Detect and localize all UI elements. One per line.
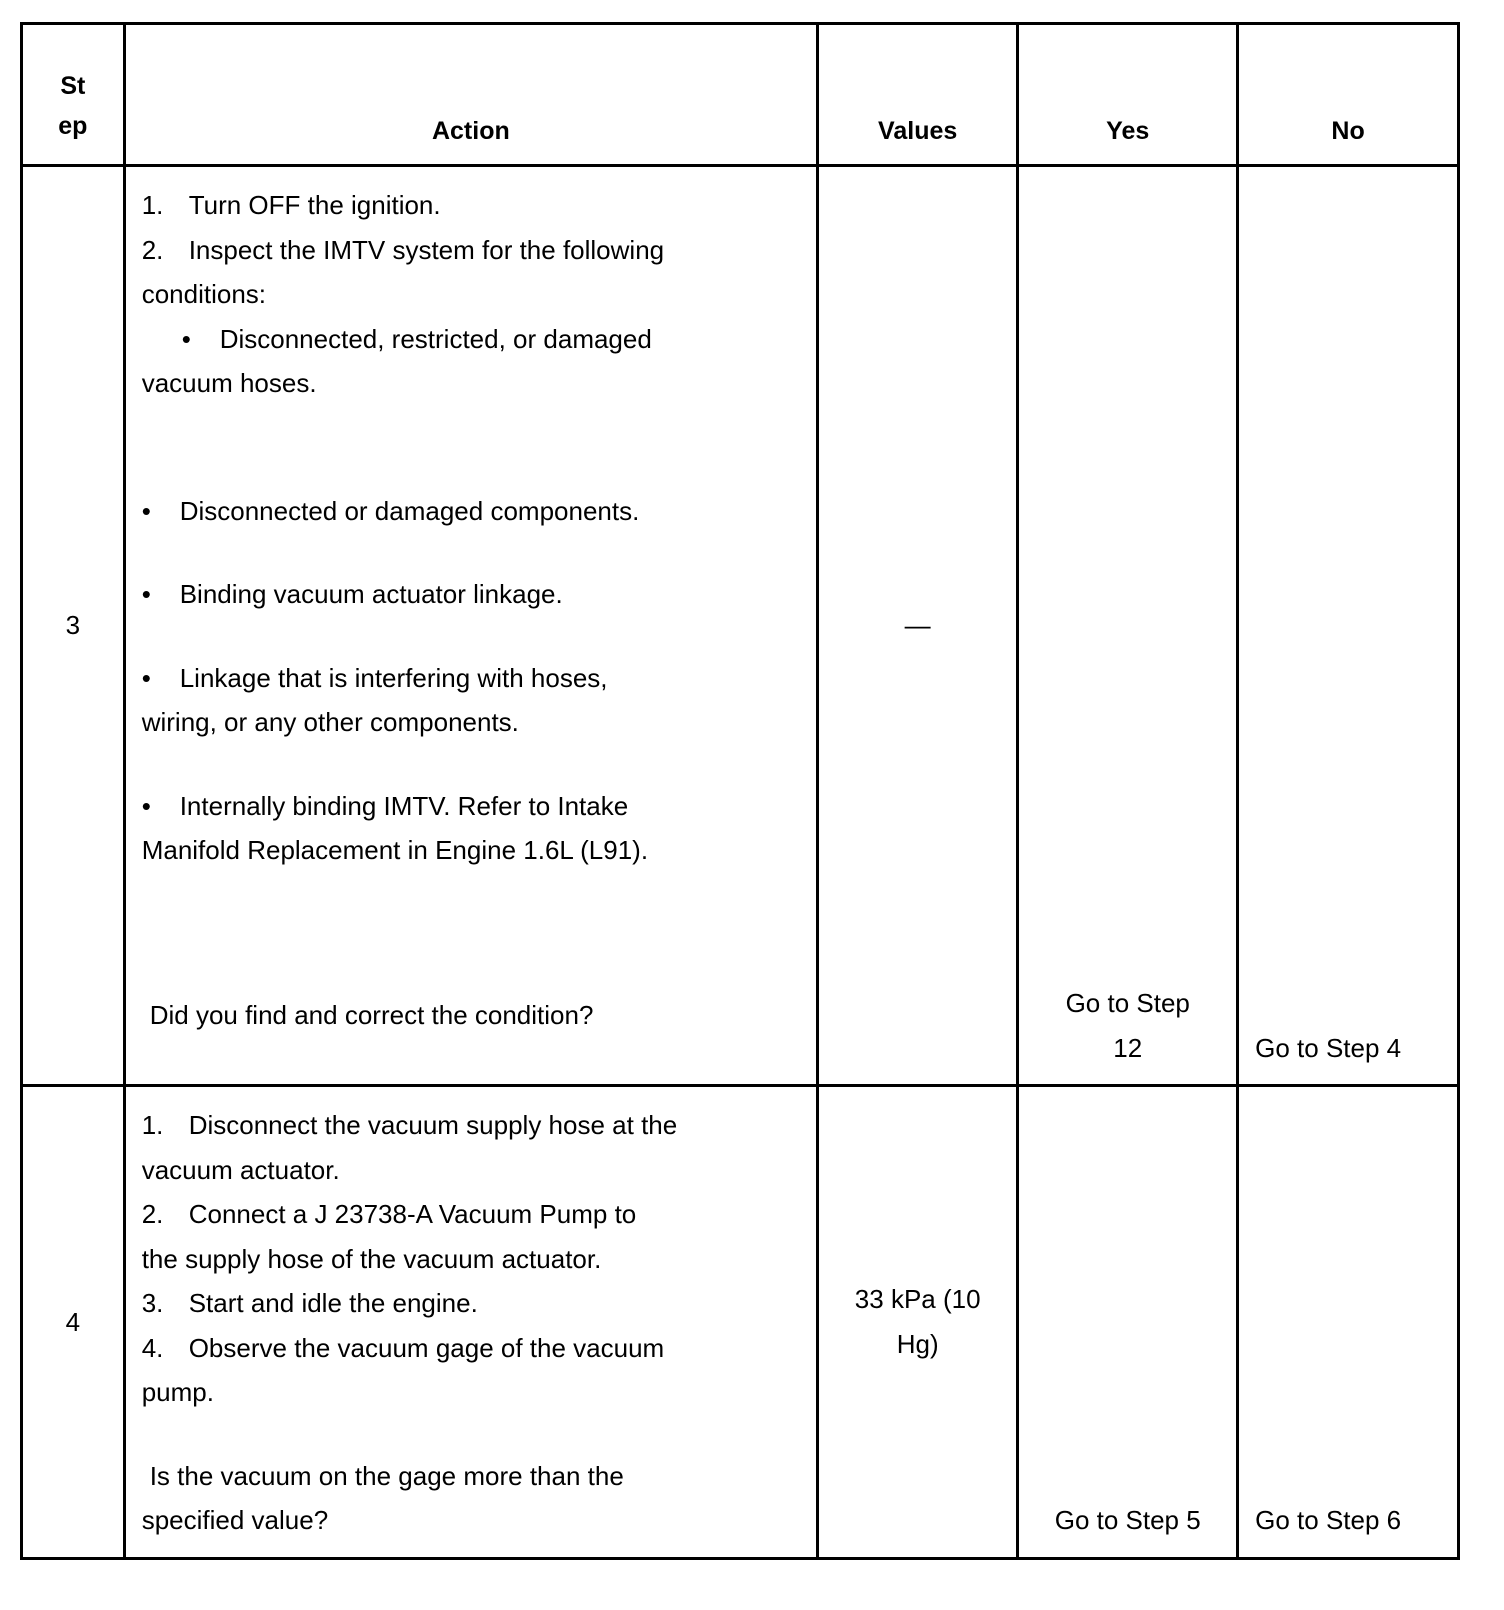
question: Is the vacuum on the gage more than the: [149, 1460, 624, 1491]
list-item: [142, 228, 806, 273]
item-text: Connect a J 23738-A Vacuum Pump to: [188, 1199, 637, 1229]
question-continuation: specified value?: [141, 1505, 329, 1535]
item-continuation: vacuum actuator.: [141, 1154, 340, 1185]
action-cell: [124, 166, 817, 1086]
header-step-line1: St: [60, 72, 86, 100]
header-no: No: [1238, 24, 1459, 166]
item-number: 2.: [141, 234, 164, 265]
bullet-glyph: •: [181, 323, 191, 354]
list-item: [142, 1192, 806, 1237]
bullet-continuation: Manifold Replacement in Engine 1.6L (L91).: [141, 835, 649, 865]
item-continuation: conditions:: [141, 279, 267, 309]
step-number: 3: [22, 166, 125, 1086]
list-item: [142, 1281, 806, 1326]
bullet-text: Internally binding IMTV. Refer to Intake: [179, 790, 629, 821]
question: Did you find and correct the condition?: [149, 999, 594, 1030]
values-cell: [818, 1086, 1018, 1559]
no-cell: Go to Step 4: [1238, 166, 1459, 1086]
values-line2: Hg): [896, 1328, 939, 1359]
yes-cell: [1018, 166, 1238, 1086]
diagnostic-table: [20, 22, 1460, 1560]
yes-cell: Go to Step 5: [1018, 1086, 1238, 1559]
values-line1: 33 kPa (10: [854, 1284, 981, 1315]
yes-line2: 12: [1113, 1032, 1143, 1063]
step-number: 4: [22, 1086, 125, 1559]
yes-line1: Go to Step: [1065, 988, 1190, 1018]
item-continuation: the supply hose of the vacuum actuator.: [141, 1243, 602, 1274]
item-text: Observe the vacuum gage of the vacuum: [188, 1332, 665, 1363]
item-text: Inspect the IMTV system for the following: [188, 234, 665, 265]
bullet-item: [142, 784, 806, 829]
bullet-item: [142, 317, 806, 362]
action-cell: [124, 1086, 817, 1559]
bullet-text: Binding vacuum actuator linkage.: [179, 579, 563, 609]
header-row: [22, 24, 1459, 166]
bullet-item: [142, 656, 806, 701]
item-text: Start and idle the engine.: [188, 1288, 478, 1318]
bullet-glyph: •: [141, 495, 151, 526]
header-action: Action: [124, 24, 817, 166]
table-row-step-4: [22, 1086, 1459, 1559]
bullet-text: Disconnected, restricted, or damaged: [219, 323, 652, 354]
bullet-text: Linkage that is interfering with hoses,: [179, 662, 608, 693]
item-number: 3.: [141, 1288, 164, 1318]
bullet-glyph: •: [141, 790, 151, 821]
list-item: [142, 1103, 806, 1148]
no-cell: Go to Step 6: [1238, 1086, 1459, 1559]
item-number: 2.: [141, 1199, 164, 1229]
bullet-item: [142, 572, 806, 617]
header-step-line2: ep: [58, 112, 88, 140]
bullet-item: [142, 489, 806, 534]
header-step: [22, 24, 125, 166]
list-item: [142, 183, 806, 228]
item-number: 1.: [141, 190, 164, 220]
header-values: Values: [818, 24, 1018, 166]
item-continuation: pump.: [141, 1377, 214, 1407]
bullet-glyph: •: [141, 662, 151, 693]
item-number: 4.: [141, 1332, 164, 1363]
bullet-continuation: wiring, or any other components.: [141, 707, 519, 737]
values-cell: —: [818, 166, 1018, 1086]
table-row-step-3: [22, 166, 1459, 1086]
item-number: 1.: [141, 1110, 164, 1140]
bullet-glyph: •: [141, 579, 151, 609]
item-text: Disconnect the vacuum supply hose at the: [188, 1110, 678, 1140]
header-yes: Yes: [1018, 24, 1238, 166]
bullet-continuation: vacuum hoses.: [141, 368, 317, 398]
list-item: [142, 1326, 806, 1371]
bullet-text: Disconnected or damaged components.: [179, 495, 640, 526]
item-text: Turn OFF the ignition.: [188, 190, 441, 220]
